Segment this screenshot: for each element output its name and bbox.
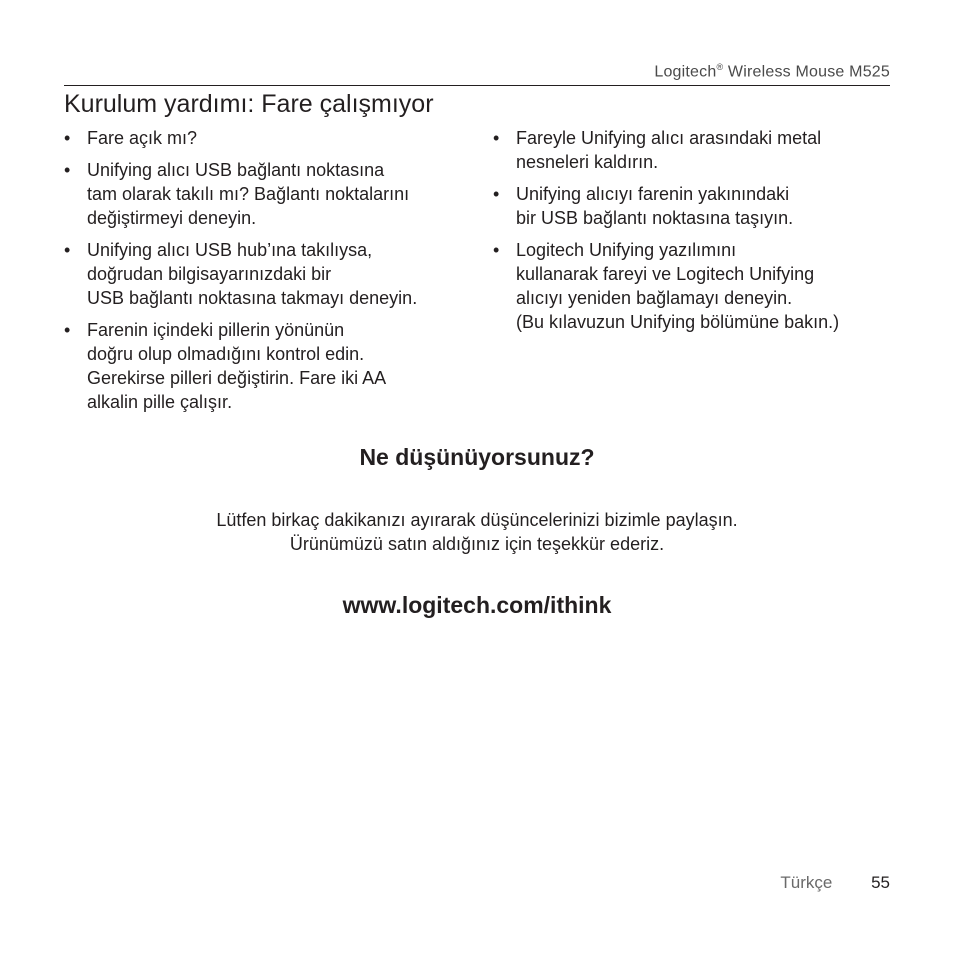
section-title: Kurulum yardımı: Fare çalışmıyor xyxy=(64,90,434,118)
header-brand: Logitech xyxy=(654,63,717,81)
list-item-line: Farenin içindeki pillerin yönünün xyxy=(87,320,345,340)
list-item-line: Unifying alıcıyı farenin yakınındaki xyxy=(516,184,790,204)
list-item-line: (Bu kılavuzun Unifying bölümüne bakın.) xyxy=(516,312,840,332)
list-item-line: Gerekirse pilleri değiştirin. Fare iki AA xyxy=(87,368,387,388)
page-footer xyxy=(780,873,890,893)
list-item-line: değiştirmeyi deneyin. xyxy=(87,208,257,228)
list-item xyxy=(64,126,474,150)
feedback-text xyxy=(0,508,954,556)
list-item-line: bir USB bağlantı noktasına taşıyın. xyxy=(516,208,794,228)
list-item-line: alkalin pille çalışır. xyxy=(87,392,233,412)
list-item-line: nesneleri kaldırın. xyxy=(516,152,659,172)
list-item xyxy=(493,126,893,174)
list-item xyxy=(64,238,474,310)
feedback-heading: Ne düşünüyorsunuz? xyxy=(359,444,595,470)
bullet-icon: • xyxy=(64,320,71,340)
list-item-line: USB bağlantı noktasına takmayı deneyin. xyxy=(87,288,418,308)
bullet-icon: • xyxy=(493,184,500,204)
footer-language: Türkçe xyxy=(780,873,833,892)
bullet-icon: • xyxy=(64,128,71,148)
bullet-icon: • xyxy=(64,160,71,180)
bullet-icon: • xyxy=(64,240,71,260)
list-item xyxy=(493,238,893,334)
bullet-icon: • xyxy=(493,240,500,260)
header-product: Wireless Mouse M525 xyxy=(723,63,890,81)
list-item-line: Unifying alıcı USB bağlantı noktasına xyxy=(87,160,385,180)
right-bullet-list xyxy=(493,126,893,342)
list-item-line: alıcıyı yeniden bağlamayı deneyin. xyxy=(516,288,793,308)
list-item-line: Fare açık mı? xyxy=(87,128,198,148)
list-item-line: doğrudan bilgisayarınızdaki bir xyxy=(87,264,332,284)
feedback-line: Ürünümüzü satın aldığınız için teşekkür ederiz. xyxy=(289,534,665,554)
list-item-line: tam olarak takılı mı? Bağlantı noktalarını xyxy=(87,184,410,204)
list-item-line: Logitech Unifying yazılımını xyxy=(516,240,737,260)
list-item xyxy=(64,158,474,230)
list-item-line: Unifying alıcı USB hub’ına takılıysa, xyxy=(87,240,373,260)
feedback-url-link[interactable]: www.logitech.com/ithink xyxy=(342,592,612,618)
header-product-title xyxy=(654,62,890,81)
registered-mark: ® xyxy=(716,62,724,72)
left-bullet-list xyxy=(64,126,474,422)
list-item-line: doğru olup olmadığını kontrol edin. xyxy=(87,344,365,364)
list-item xyxy=(64,318,474,414)
bullet-icon: • xyxy=(493,128,500,148)
list-item xyxy=(493,182,893,230)
page-number: 55 xyxy=(871,873,890,892)
header-divider xyxy=(64,85,890,86)
list-item-line: kullanarak fareyi ve Logitech Unifying xyxy=(516,264,815,284)
feedback-line: Lütfen birkaç dakikanızı ayırarak düşüncelerinizi bizimle paylaşın. xyxy=(216,510,738,530)
list-item-line: Fareyle Unifying alıcı arasındaki metal xyxy=(516,128,822,148)
